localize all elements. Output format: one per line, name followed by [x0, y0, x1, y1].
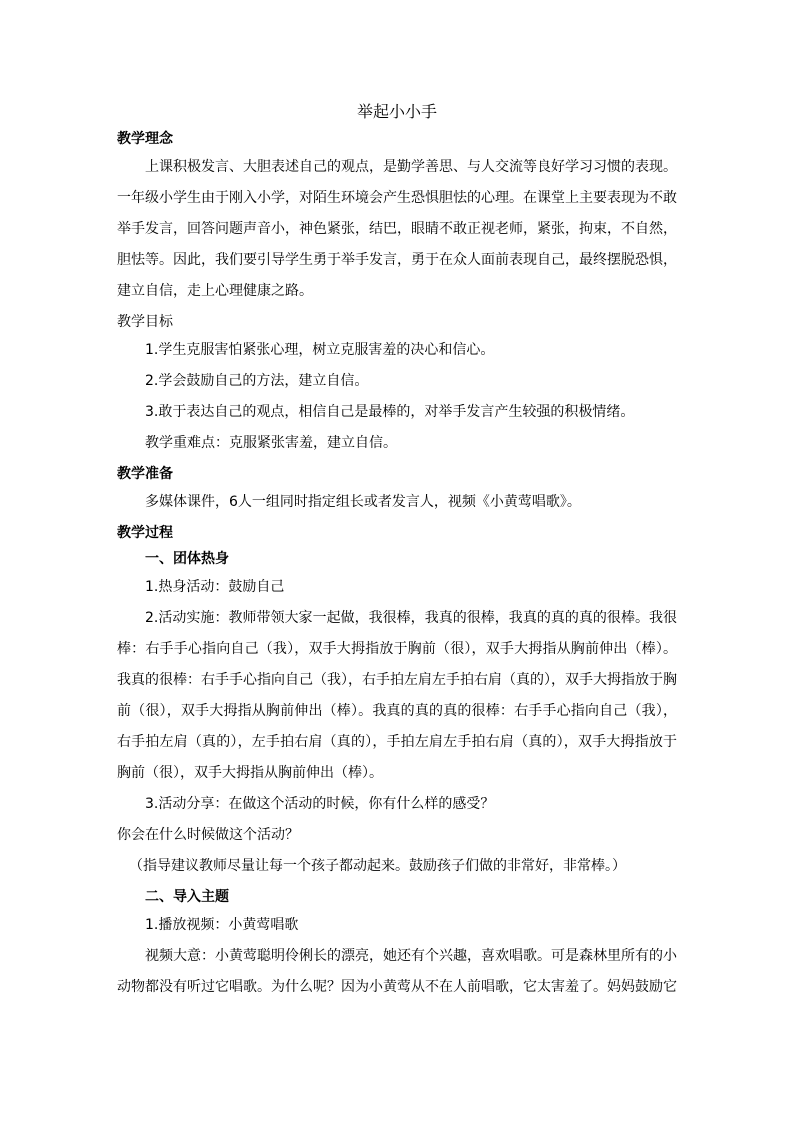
section-heading-preparation: 教学准备 — [117, 466, 173, 482]
key-points: 教学重难点：克服紧张害羞，建立自信。 — [145, 435, 397, 451]
warmup-item-3: 3.活动分享：在做这个活动的时候，你有什么样的感受？ — [145, 796, 495, 812]
warmup-item-1: 1.热身活动：鼓励自己 — [145, 579, 285, 595]
goal-item-3: 3.敢于表达自己的观点，相信自己是最棒的，对举手发言产生较强的积极情绪。 — [145, 404, 635, 420]
video-summary: 视频大意：小黄莺聪明伶俐长的漂亮，她还有个兴趣，喜欢唱歌。可是森林里所有的小动物都没有听过它唱歌。为什么呢？因为小黄莺从不在人前唱歌，它太害羞了。妈妈鼓励它 — [117, 948, 677, 995]
section-heading-philosophy: 教学理念 — [117, 131, 173, 147]
document-title: 举起小小手 — [356, 102, 437, 121]
subsection-heading-intro: 二、导入主题 — [145, 889, 229, 905]
document-content — [117, 102, 677, 1003]
warmup-guidance-note: （指导建议教师尽量让每一个孩子都动起来。鼓励孩子们做的非常好，非常棒。） — [129, 858, 626, 874]
philosophy-paragraph: 上课积极发言、大胆表述自己的观点，是勤学善思、与人交流等良好学习习惯的表现。一年级小学生由于刚入小学，对陌生环境会产生恐惧胆怯的心理。在课堂上主要表现为不敢举手发言，回答问题声音小，神色紧张，结巴，眼睛不敢正视老师，紧张，拘束，不自然，胆怯等。因此，我们要引导学生勇于举手发言，勇于在众人面前表现自己，最终摆脱恐惧，建立自信，走上心理健康之路。 — [117, 159, 677, 299]
section-heading-goals: 教学目标 — [117, 314, 173, 330]
section-heading-process: 教学过程 — [117, 525, 173, 541]
goal-item-2: 2.学会鼓励自己的方法，建立自信。 — [145, 373, 369, 389]
warmup-item-2: 2.活动实施：教师带领大家一起做，我很棒，我真的很棒，我真的真的真的很棒。我很棒：右手手心指向自己（我），双手大拇指放于胸前（很），双手大拇指从胸前伸出（棒）。我真的很棒：右手手心指向自己（我），右手拍左肩左手拍右肩（真的），双手大拇指放于胸前（很），双手大拇指从胸前伸出（棒）。我真的真的真的很棒：右手手心指向自己（我），右手拍左肩（真的），左手拍右肩（真的），手拍左肩左手拍右肩（真的），双手大拇指放于胸前（很），双手大拇指从胸前伸出（棒）。 — [117, 610, 677, 781]
goal-item-1: 1.学生克服害怕紧张心理，树立克服害羞的决心和信心。 — [145, 342, 495, 358]
subsection-heading-warmup: 一、团体热身 — [145, 551, 229, 567]
preparation-paragraph: 多媒体课件，6人一组同时指定组长或者发言人，视频《小黄莺唱歌》。 — [145, 494, 581, 510]
warmup-question: 你会在什么时候做这个活动？ — [117, 827, 299, 843]
intro-item-1: 1.播放视频：小黄莺唱歌 — [145, 917, 299, 933]
